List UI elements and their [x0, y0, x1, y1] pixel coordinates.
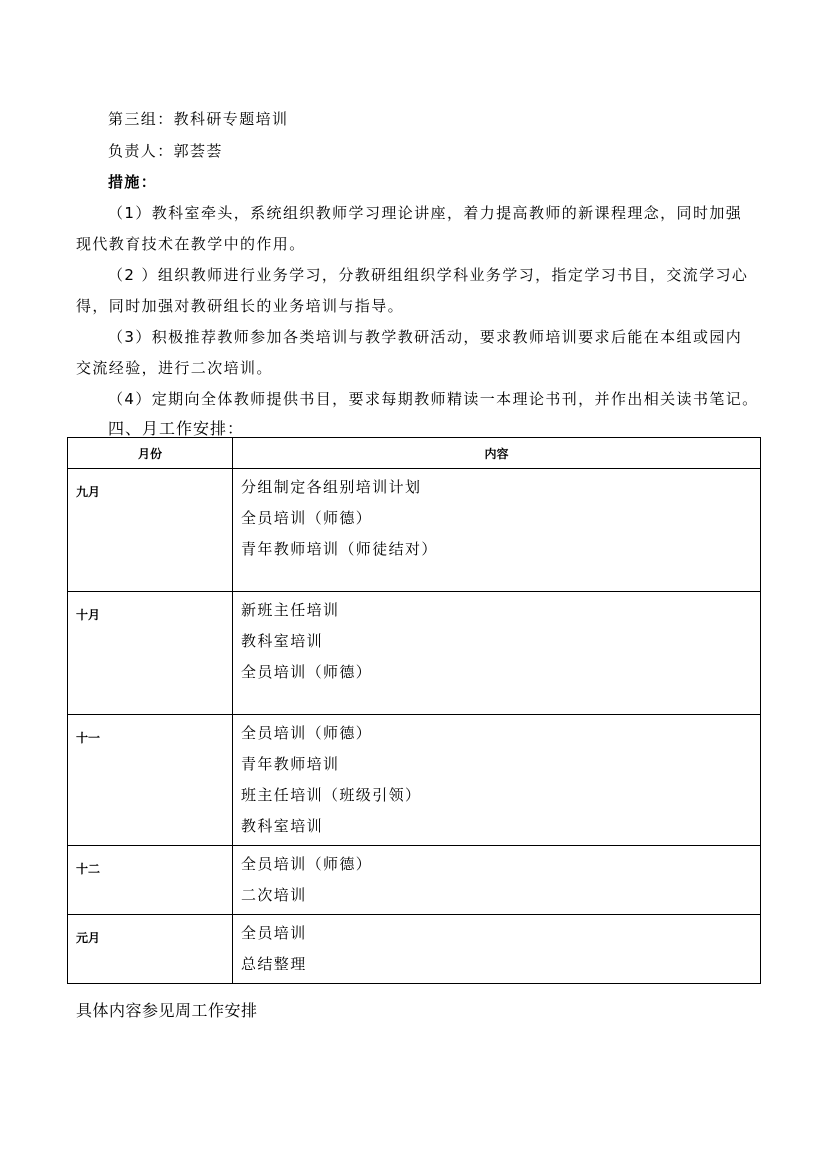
month-cell: 十二 — [68, 846, 233, 915]
month-cell: 十一 — [68, 715, 233, 846]
measure-3-line-2: 交流经验，进行二次培训。 — [76, 359, 273, 377]
content-item: 全员培训 — [241, 924, 307, 942]
table-row — [68, 715, 761, 846]
footer-note: 具体内容参见周工作安排 — [76, 1001, 258, 1020]
content-item: 青年教师培训 — [241, 755, 340, 773]
content-item: 班主任培训（班级引领） — [241, 786, 422, 804]
content-item: 全员培训（师德） — [241, 855, 373, 873]
content-cell — [233, 715, 761, 846]
measures-label: 措施： — [108, 173, 158, 191]
measure-1-line-1: （1）教科室牵头，系统组织教师学习理论讲座，着力提高教师的新课程理念，同时加强 — [108, 204, 743, 222]
header-month: 月份 — [68, 438, 233, 469]
measure-4-line-1: （4）定期向全体教师提供书目，要求每期教师精读一本理论书刊，并作出相关读书笔记。 — [108, 390, 759, 408]
measure-2-line-2: 得，同时加强对教研组长的业务培训与指导。 — [76, 297, 405, 315]
section-title: 四、月工作安排： — [108, 419, 245, 438]
measure-2-line-1: （2 ）组织教师进行业务学习，分教研组组织学科业务学习，指定学习书目，交流学习心 — [108, 266, 749, 284]
content-cell — [233, 469, 761, 592]
header-content: 内容 — [233, 438, 761, 469]
content-item: 总结整理 — [241, 955, 307, 973]
content-item: 青年教师培训（师徒结对） — [241, 540, 438, 558]
content-item: 教科室培训 — [241, 632, 324, 650]
group-leader: 负责人：郭荟荟 — [108, 142, 223, 160]
measure-1-line-2: 现代教育技术在教学中的作用。 — [76, 235, 306, 253]
table-row — [68, 592, 761, 715]
measure-3-line-1: （3）积极推荐教师参加各类培训与教学教研活动，要求教师培训要求后能在本组或园内 — [108, 328, 743, 346]
table-row — [68, 915, 761, 984]
content-cell — [233, 846, 761, 915]
content-item: 全员培训（师德） — [241, 509, 373, 527]
content-item: 分组制定各组别培训计划 — [241, 478, 422, 496]
content-item: 教科室培训 — [241, 817, 324, 835]
table-header-row — [68, 438, 761, 469]
content-item: 全员培训（师德） — [241, 724, 373, 742]
content-item: 二次培训 — [241, 886, 307, 904]
content-item: 全员培训（师德） — [241, 663, 373, 681]
table-row — [68, 469, 761, 592]
content-item: 新班主任培训 — [241, 601, 340, 619]
table-row — [68, 846, 761, 915]
group-title: 第三组：教科研专题培训 — [108, 110, 289, 128]
month-cell: 元月 — [68, 915, 233, 984]
month-cell: 十月 — [68, 592, 233, 715]
monthly-plan-table — [67, 437, 761, 984]
content-cell — [233, 592, 761, 715]
content-cell — [233, 915, 761, 984]
month-cell: 九月 — [68, 469, 233, 592]
